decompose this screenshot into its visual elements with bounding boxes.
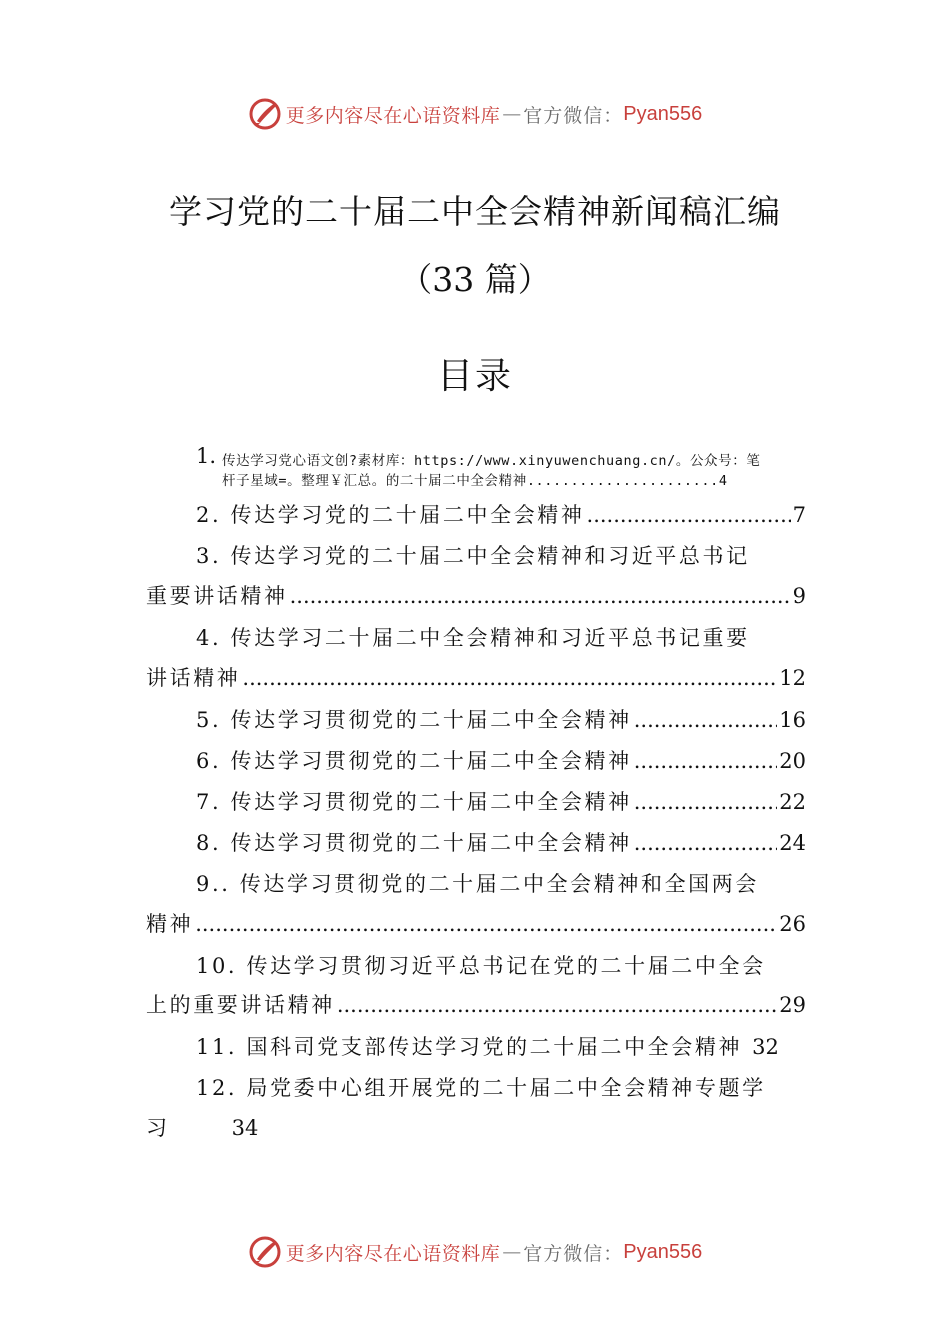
toc-entry-text: 2. 传达学习党的二十届二中全会精神 [196,503,585,527]
toc-entry-text: 12. 局党委中心组开展党的二十届二中全会精神专题学 [196,1076,766,1100]
watermark-contact-id: Pyan556 [623,102,703,125]
toc-leader-dots [195,909,777,939]
toc-entry-8[interactable] [196,828,806,858]
toc-leader-dots [242,663,777,693]
brush-logo-icon [248,1235,282,1269]
toc-entry-text-line2: 杆子星域=。整理￥汇总。的二十届二中全会精神......................4 [222,473,728,489]
toc-entry-3-line1[interactable] [196,541,836,571]
toc-entry-text: 7. 传达学习贯彻党的二十届二中全会精神 [196,790,632,814]
toc-entry-12-line2[interactable] [146,1113,806,1143]
toc-leader-dots [337,990,777,1020]
toc-entry-9-line2[interactable] [146,909,806,939]
watermark-contact-label: 官方微信： [523,1242,624,1265]
toc-entry-text: 习 [146,1116,170,1140]
toc-leader-dots [634,746,778,776]
toc-entry-10-line2[interactable] [146,990,806,1020]
document-title: 学习党的二十届二中全会精神新闻稿汇编 [169,192,781,231]
toc-entry-12-line1[interactable] [196,1073,836,1103]
watermark-text: 更多内容尽在心语资料库 [285,1242,501,1265]
toc-entry-text: 上的重要讲话精神 [146,993,335,1017]
toc-entry-text: 4. 传达学习二十届二中全会精神和习近平总书记重要 [196,626,750,650]
toc-entry-text: 3. 传达学习党的二十届二中全会精神和习近平总书记 [196,544,750,568]
toc-leader-dots [634,705,778,735]
toc-page-number: 9 [792,584,806,608]
toc-entry-4-line1[interactable] [196,623,836,653]
toc-entry-5[interactable] [196,705,806,735]
toc-page-number: 7 [792,503,806,527]
watermark-dash: — [502,1241,522,1263]
toc-entry-text: 8. 传达学习贯彻党的二十届二中全会精神 [196,831,632,855]
toc-entry-11[interactable] [196,1032,806,1062]
watermark-contact-label: 官方微信： [523,104,624,127]
toc-entry-6[interactable] [196,746,806,776]
toc-entry-text: 重要讲话精神 [146,584,288,608]
toc-entry-text: 9.. 传达学习贯彻党的二十届二中全会精神和全国两会 [196,872,759,896]
watermark-text: 更多内容尽在心语资料库 [285,104,501,127]
toc-leader-dots [290,581,791,611]
toc-entry-2[interactable] [196,500,806,530]
toc-leader-dots [587,500,791,530]
toc-entry-text: 5. 传达学习贯彻党的二十届二中全会精神 [196,708,632,732]
toc-entry-text: 10. 传达学习贯彻习近平总书记在党的二十届二中全会 [196,954,766,978]
toc-entry-number: 1. [196,444,217,468]
toc-leader-dots [634,787,778,817]
toc-entry-10-line1[interactable] [196,951,836,981]
toc-entry-3-line2[interactable] [146,581,806,611]
toc-entry-text-line1: 传达学习党心语文创?素材库：https://www.xinyuwenchuang.cn/。公众号：笔 [222,453,761,469]
footer-watermark [0,1232,950,1272]
toc-entry-text: 讲话精神 [146,666,241,690]
toc-page-number: 12 [779,666,806,690]
toc-entry-text: 精神 [146,912,194,936]
toc-leader-dots [634,828,778,858]
toc-entry-text: 6. 传达学习贯彻党的二十届二中全会精神 [196,749,632,773]
toc-page-number: 32 [752,1035,779,1059]
watermark-dash: — [502,103,522,125]
watermark-contact-id: Pyan556 [623,1240,703,1263]
toc-page-number: 20 [779,749,806,773]
toc-entry-9-line1[interactable] [196,869,836,899]
toc-page-number: 24 [779,831,806,855]
toc-page-number: 26 [779,912,806,936]
document-subtitle: （33 篇） [399,260,551,299]
toc-page-number: 22 [779,790,806,814]
toc-heading: 目录 [436,356,513,397]
toc-page-number: 29 [779,993,806,1017]
toc-entry-4-line2[interactable] [146,663,806,693]
toc-page-number: 34 [231,1116,259,1140]
toc-entry-text: 11. 国科司党支部传达学习党的二十届二中全会精神 [196,1035,743,1059]
toc-entry-7[interactable] [196,787,806,817]
toc-page-number: 16 [779,708,806,732]
